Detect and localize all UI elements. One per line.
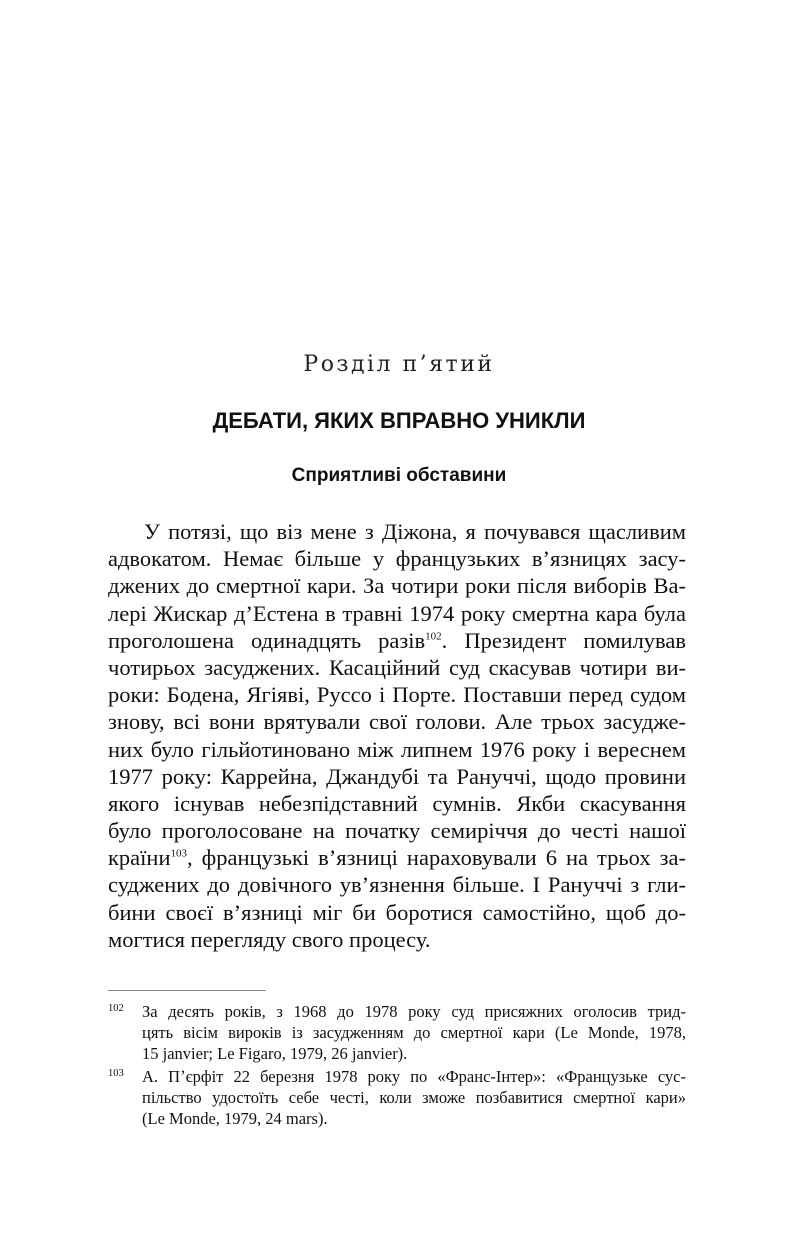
footnote-number: 103 — [108, 1067, 124, 1079]
body-line: якого існував небезпідставний сумнів. Якби скасування — [108, 790, 686, 816]
body-line: суджених до довічного ув’язнення більше. І Рануччі з гли- — [108, 872, 686, 898]
body-text-fragment: країни — [108, 845, 171, 871]
footnote-102 — [108, 1001, 686, 1065]
footnote-divider — [108, 990, 266, 991]
body-line: них було гільйотиновано між липнем 1976 року і вереснем — [108, 736, 686, 762]
footnote-line: (Le Monde, 1979, 24 mars). — [142, 1108, 328, 1128]
body-line: могтися перегляду свого процесу. — [108, 926, 431, 952]
footnotes — [108, 1001, 686, 1130]
body-text-fragment: . Президент помилував — [441, 627, 686, 653]
footnote-line: 15 janvier; Le Figaro, 1979, 26 janvier). — [142, 1044, 408, 1064]
footnote-ref-103[interactable]: 103 — [170, 847, 188, 860]
footnote-line: А. Пʼєрфіт 22 березня 1978 року по «Франс-Інтер»: «Французьке сус- — [142, 1066, 686, 1086]
chapter-title: ДЕБАТИ, ЯКИХ ВПРАВНО УНИКЛИ — [212, 408, 586, 433]
body-line: адвокатом. Немає більше у французьких в’язницях засу- — [108, 546, 686, 572]
body-text-fragment: проголошена одинадцять разів — [108, 627, 426, 653]
footnote-line: цять вісім вироків із засудженням до смертної кари (Le Monde, 1978, — [142, 1023, 686, 1043]
footnote-ref-102[interactable]: 102 — [425, 630, 442, 643]
body-line: знову, всі вони врятували свої голови. Але трьох засудже- — [108, 709, 686, 735]
body-text-fragment: , французькі в’язниці нараховували 6 на трьох за- — [187, 845, 686, 871]
chapter-label: Розділ п’ятий — [303, 352, 495, 377]
body-line: 1977 року: Каррейна, Джандубі та Рануччі, щодо провини — [108, 763, 686, 789]
section-title: Сприятливі обставини — [291, 465, 507, 486]
body-line: роки: Бодена, Ягіяві, Руссо і Порте. Поставши перед судом — [108, 682, 686, 708]
body-line: джених до смертної кари. За чотири роки після виборів Ва- — [108, 573, 686, 599]
footnote-line: За десять років, з 1968 до 1978 року суд присяжних оголосив трид- — [142, 1002, 686, 1021]
footnote-number: 102 — [108, 1003, 124, 1014]
footnote-103 — [108, 1066, 686, 1130]
body-line: бини своєї в’язниці міг би боротися самостійно, щоб до- — [108, 899, 686, 925]
body-line — [108, 627, 686, 654]
body-line — [108, 844, 686, 871]
footnote-line: пільство удостоїть себе честі, коли зможе позбавитися смертної кари» — [142, 1087, 686, 1107]
body-line: чотирьох засуджених. Касаційний суд скасував чотири ви- — [108, 654, 686, 680]
body-line: У потязі, що віз мене з Діжона, я почувався щасливим — [144, 519, 686, 544]
body-line: лері Жискар д’Естена в травні 1974 року смертна кара була — [108, 600, 686, 626]
body-line: було проголосоване на початку семиріччя до честі нашої — [108, 818, 686, 844]
body-paragraph — [108, 518, 686, 953]
